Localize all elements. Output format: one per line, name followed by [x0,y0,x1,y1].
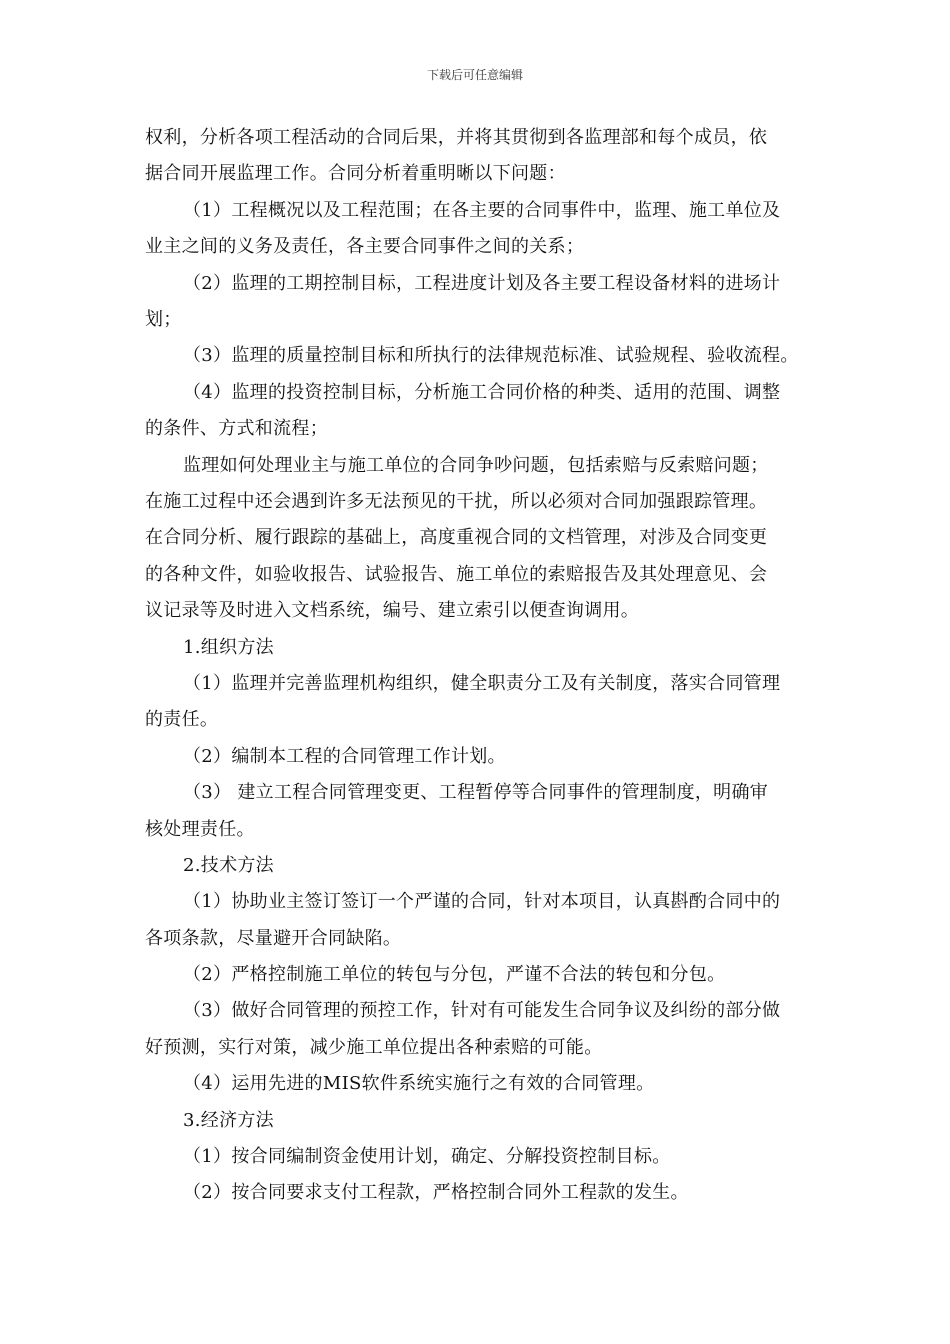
text-line: 在合同分析、履行跟踪的基础上，高度重视合同的文档管理，对涉及合同变更 [145,527,768,548]
text-line: 监理如何处理业主与施工单位的合同争吵问题，包括索赔与反索赔问题； [183,455,769,476]
text-line: （2）按合同要求支付工程款，严格控制合同外工程款的发生。 [183,1182,689,1203]
text-line: （3）监理的质量控制目标和所执行的法律规范标准、试验规程、验收流程。 [183,345,799,366]
text-line: 的责任。 [145,709,219,730]
text-line: 业主之间的义务及责任，各主要合同事件之间的关系； [145,236,585,257]
text-line: 各项条款，尽量避开合同缺陷。 [145,928,402,949]
text-line: （1）协助业主签订签订一个严谨的合同，针对本项目，认真斟酌合同中的 [183,891,781,912]
text-line: （1）监理并完善监理机构组织，健全职责分工及有关制度，落实合同管理 [183,673,781,694]
page-header: 下载后可任意编辑 [426,68,523,82]
text-line: 的条件、方式和流程； [145,418,328,439]
text-line: 核处理责任。 [145,819,255,840]
text-line: 好预测，实行对策，减少施工单位提出各种索赔的可能。 [145,1037,603,1058]
text-line: 的各种文件，如验收报告、试验报告、施工单位的索赔报告及其处理意见、会 [145,564,768,585]
text-line: （1）工程概况以及工程范围；在各主要的合同事件中，监理、施工单位及 [183,200,781,221]
section-heading: 1.组织方法 [183,637,274,658]
text-line: 划； [145,309,182,330]
text-line: （3） 建立工程合同管理变更、工程暂停等合同事件的管理制度，明确审 [183,782,769,803]
text-line: （3）做好合同管理的预控工作，针对有可能发生合同争议及纠纷的部分做 [183,1000,781,1021]
section-heading: 3.经济方法 [183,1110,274,1131]
text-line: （4）监理的投资控制目标，分析施工合同价格的种类、适用的范围、调整 [183,382,781,403]
text-line: （2）监理的工期控制目标，工程进度计划及各主要工程设备材料的进场计 [183,273,781,294]
text-line: 权利，分析各项工程活动的合同后果，并将其贯彻到各监理部和每个成员，依 [145,127,768,148]
text-line: （4）运用先进的MIS软件系统实施行之有效的合同管理。 [183,1073,655,1094]
text-line: 议记录等及时进入文档系统，编号、建立索引以便查询调用。 [145,600,640,621]
text-line: （2）严格控制施工单位的转包与分包，严谨不合法的转包和分包。 [183,964,726,985]
text-line: 在施工过程中还会遇到许多无法预见的干扰，所以必须对合同加强跟踪管理。 [145,491,768,512]
section-heading: 2.技术方法 [183,855,274,876]
text-line: 据合同开展监理工作。合同分析着重明晰以下问题： [145,163,566,184]
text-line: （1）按合同编制资金使用计划，确定、分解投资控制目标。 [183,1146,671,1167]
text-line: （2）编制本工程的合同管理工作计划。 [183,746,506,767]
